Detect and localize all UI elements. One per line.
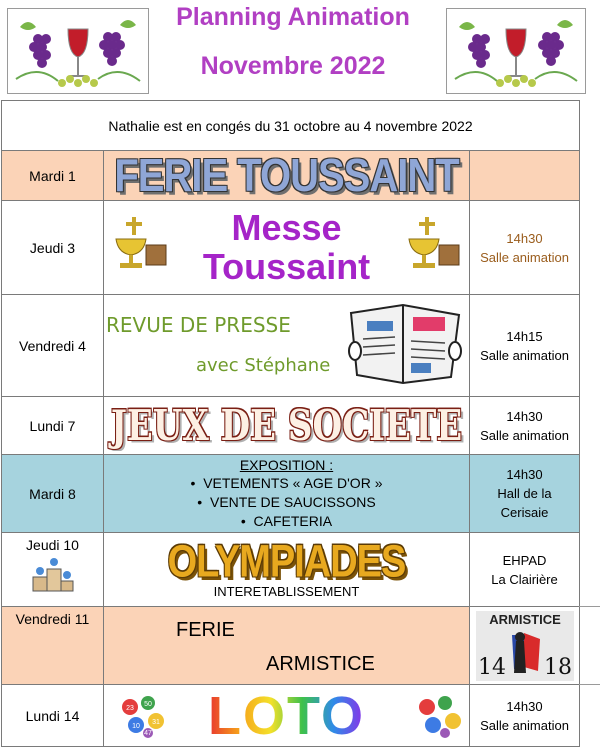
list-item: • CAFETERIA bbox=[240, 513, 333, 529]
ball-label: 23 bbox=[126, 705, 134, 712]
badge-year-right: 18 bbox=[544, 655, 572, 680]
activity-cell bbox=[104, 397, 470, 455]
day-cell: Vendredi 4 bbox=[2, 295, 104, 397]
time-text: 14h30 bbox=[506, 230, 543, 246]
activity-title: JEUX DE SOCIETE bbox=[110, 400, 463, 451]
table-row bbox=[2, 397, 580, 455]
badge-year-left: 14 bbox=[478, 655, 506, 680]
page-title-line1: Planning Animation bbox=[176, 3, 410, 31]
ball-label: 47 bbox=[144, 730, 152, 737]
activity-cell bbox=[104, 455, 470, 533]
activity-subtitle: INTERETABLISSEMENT bbox=[213, 583, 360, 599]
chalice-icon-left bbox=[110, 215, 168, 273]
day-cell: Mardi 1 bbox=[2, 151, 104, 201]
armistice-badge-cell bbox=[470, 607, 580, 685]
row-extension-line bbox=[579, 684, 600, 685]
time-cell bbox=[470, 151, 580, 201]
newspaper-icon bbox=[347, 301, 463, 387]
notice-row bbox=[2, 101, 580, 151]
activity-cell bbox=[104, 533, 470, 607]
ball-label: 31 bbox=[152, 719, 160, 726]
table-row bbox=[2, 607, 580, 685]
day-cell bbox=[2, 607, 104, 685]
time-cell bbox=[470, 533, 580, 607]
table-row bbox=[2, 201, 580, 295]
armistice-badge bbox=[476, 611, 574, 681]
activity-title-line1: REVUE DE PRESSE bbox=[106, 313, 291, 337]
time-text: 14h30 bbox=[506, 467, 543, 482]
notice-text: Nathalie est en congés du 31 octobre au 4 novembre 2022 bbox=[2, 101, 580, 151]
activity-title-line1: Messe bbox=[231, 206, 342, 248]
activity-title-line2: ARMISTICE bbox=[266, 653, 375, 675]
day-text: Jeudi 10 bbox=[26, 537, 79, 553]
activity-cell bbox=[104, 685, 470, 747]
lottery-balls-icon-left bbox=[118, 693, 166, 739]
time-cell bbox=[470, 201, 580, 295]
loto-letters: LOTO bbox=[207, 685, 365, 746]
place-text: Salle animation bbox=[480, 717, 569, 733]
time-text: 14h30 bbox=[506, 698, 543, 714]
time-cell bbox=[470, 397, 580, 455]
table-row bbox=[2, 455, 580, 533]
day-text: Vendredi 11 bbox=[15, 611, 90, 627]
schedule-table bbox=[1, 100, 580, 747]
lottery-balls-icon-right bbox=[415, 693, 463, 739]
place-text: Salle animation bbox=[480, 427, 569, 443]
bullet-text: VETEMENTS « AGE D'OR » bbox=[203, 475, 383, 491]
ball-label: 10 bbox=[132, 723, 140, 730]
activity-title: FERIE TOUSSAINT bbox=[114, 150, 459, 201]
ball-label: 50 bbox=[144, 701, 152, 708]
table-row bbox=[2, 685, 580, 747]
place-text-line2: Cerisaie bbox=[500, 505, 549, 520]
place-text: La Clairière bbox=[491, 571, 558, 587]
time-text: EHPAD bbox=[502, 552, 547, 568]
time-text: 14h15 bbox=[506, 328, 543, 344]
chalice-icon-right bbox=[403, 215, 461, 273]
day-cell: Mardi 8 bbox=[2, 455, 104, 533]
exposition-title: EXPOSITION : bbox=[239, 457, 334, 473]
badge-title: ARMISTICE bbox=[489, 612, 561, 627]
activity-cell bbox=[104, 151, 470, 201]
place-text-line1: Hall de la bbox=[497, 486, 552, 501]
page-title-line2: Novembre 2022 bbox=[200, 52, 386, 80]
table-row bbox=[2, 533, 580, 607]
grapes-image-right bbox=[446, 8, 586, 94]
list-item: • VETEMENTS « AGE D'OR » bbox=[190, 475, 383, 491]
podium-icon bbox=[29, 553, 77, 593]
place-text: Salle animation bbox=[480, 347, 569, 363]
bullet-text: CAFETERIA bbox=[253, 513, 333, 529]
time-cell bbox=[470, 455, 580, 533]
activity-title-line1: FERIE bbox=[176, 619, 235, 641]
table-row bbox=[2, 295, 580, 397]
activity-title-line2: Toussaint bbox=[202, 245, 371, 287]
activity-title-line2: avec Stéphane bbox=[196, 355, 331, 376]
day-cell bbox=[2, 533, 104, 607]
activity-title: OLYMPIADES bbox=[167, 536, 406, 587]
day-cell: Lundi 7 bbox=[2, 397, 104, 455]
activity-cell bbox=[104, 201, 470, 295]
day-cell: Lundi 14 bbox=[2, 685, 104, 747]
day-cell: Jeudi 3 bbox=[2, 201, 104, 295]
time-cell bbox=[470, 295, 580, 397]
grapes-image-left bbox=[7, 8, 149, 94]
table-row bbox=[2, 151, 580, 201]
activity-cell bbox=[104, 607, 470, 685]
bullet-text: VENTE DE SAUCISSONS bbox=[209, 494, 376, 510]
time-text: 14h30 bbox=[506, 408, 543, 424]
activity-cell bbox=[104, 295, 470, 397]
row-extension-line bbox=[579, 606, 600, 607]
list-item: • VENTE DE SAUCISSONS bbox=[197, 494, 376, 510]
time-cell bbox=[470, 685, 580, 747]
place-text: Salle animation bbox=[480, 249, 569, 265]
